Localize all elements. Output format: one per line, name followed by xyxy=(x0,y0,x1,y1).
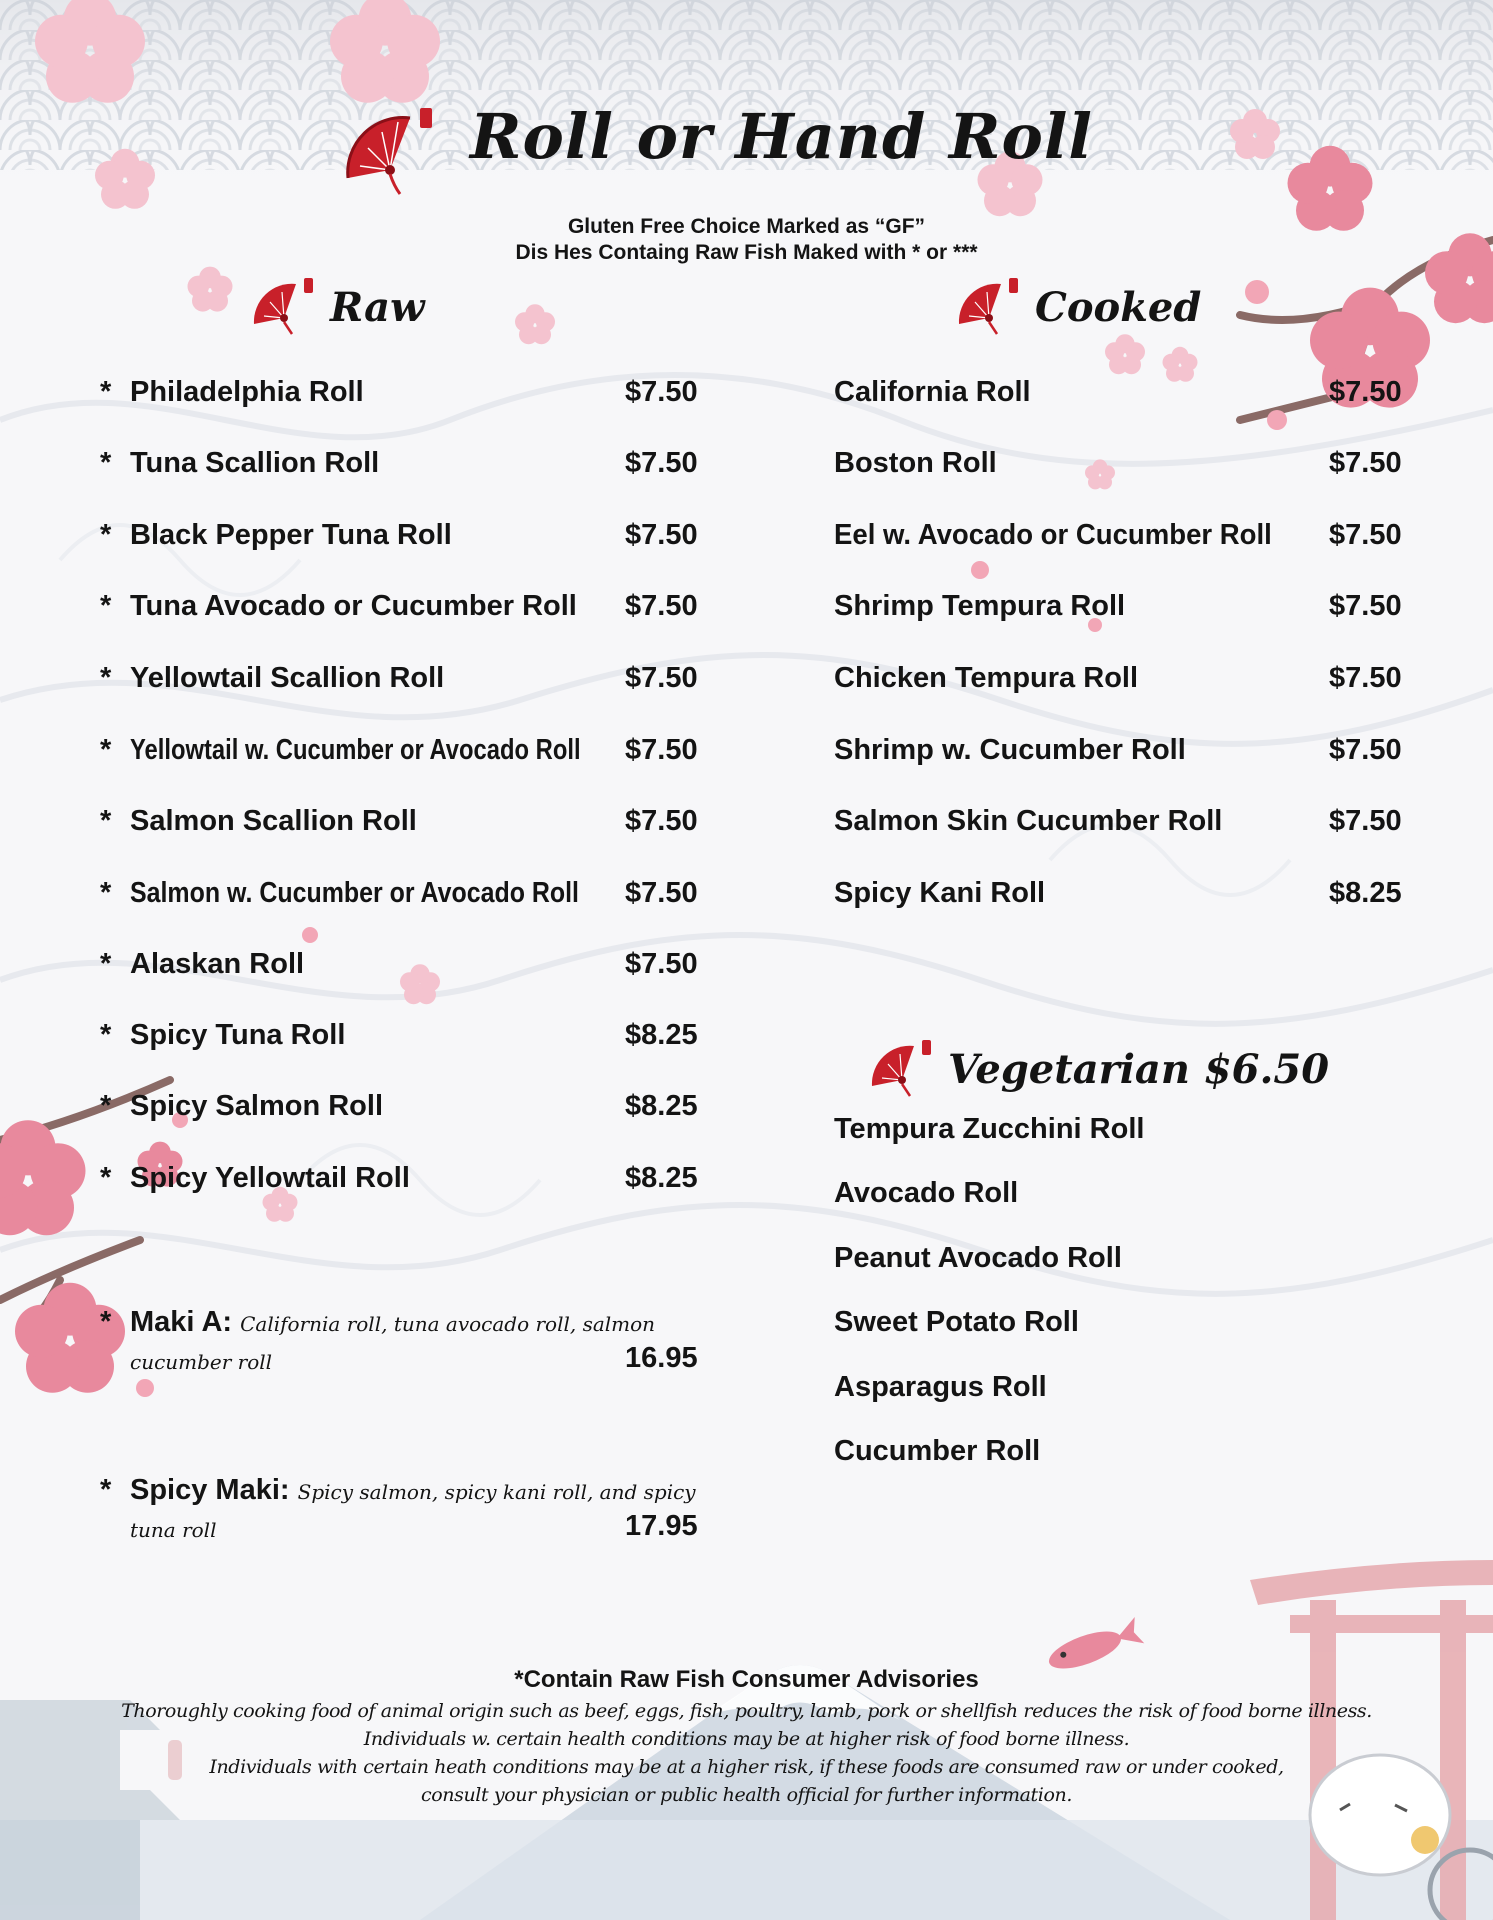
item-price: $7.50 xyxy=(625,519,698,551)
page-title: Roll or Hand Roll xyxy=(470,100,1093,173)
item-name: Yellowtail w. Cucumber or Avocado Roll xyxy=(130,734,581,766)
combo-price: 17.95 xyxy=(625,1510,698,1542)
item-name: Salmon Scallion Roll xyxy=(130,805,417,837)
advisory-line: consult your physician or public health official for further information. xyxy=(421,1784,1072,1806)
menu-item: Eel w. Avocado or Cucumber Roll xyxy=(834,519,1272,551)
item-price: $8.25 xyxy=(625,1090,698,1122)
item-price: $7.50 xyxy=(1329,662,1402,694)
cooked-section-header xyxy=(955,278,1201,336)
item-name: Spicy Salmon Roll xyxy=(130,1090,383,1122)
item-name: Salmon w. Cucumber or Avocado Roll xyxy=(130,877,579,909)
menu-item: Shrimp w. Cucumber Roll xyxy=(834,734,1186,766)
vegetarian-section-title: Vegetarian $6.50 xyxy=(948,1045,1330,1093)
raw-section-header xyxy=(250,278,425,336)
menu-item: Salmon Skin Cucumber Roll xyxy=(834,805,1223,837)
advisory-line: Thoroughly cooking food of animal origin such as beef, eggs, fish, poultry, lamb, pork or shellfish reduces the risk of food borne illness. xyxy=(121,1700,1372,1722)
combo-name: Spicy Maki: xyxy=(130,1474,290,1506)
raw-section-title: Raw xyxy=(330,283,425,331)
menu-item: Spicy Kani Roll xyxy=(834,877,1046,909)
combo-price: 16.95 xyxy=(625,1342,698,1374)
menu-item: California Roll xyxy=(834,376,1031,408)
menu-item: Peanut Avocado Roll xyxy=(834,1242,1122,1274)
item-name: Tuna Scallion Roll xyxy=(130,447,380,479)
menu-item: Tempura Zucchini Roll xyxy=(834,1113,1145,1145)
item-name: Tuna Avocado or Cucumber Roll xyxy=(130,590,577,622)
menu-item: Sweet Potato Roll xyxy=(834,1306,1079,1338)
item-price: $8.25 xyxy=(1329,877,1402,909)
item-name: Black Pepper Tuna Roll xyxy=(130,519,452,551)
combo-description-line: tuna roll xyxy=(130,1518,217,1542)
item-price: $7.50 xyxy=(1329,519,1402,551)
menu-item: Shrimp Tempura Roll xyxy=(834,590,1126,622)
item-name: Spicy Yellowtail Roll xyxy=(130,1162,410,1194)
header xyxy=(340,100,1093,210)
advisory-line: Individuals w. certain health conditions may be at higher risk of food borne illness. xyxy=(363,1728,1130,1750)
fan-icon xyxy=(340,108,440,198)
item-name: Alaskan Roll xyxy=(130,948,305,980)
combo-description: Spicy salmon, spicy kani roll, and spicy xyxy=(297,1480,696,1504)
item-price: $7.50 xyxy=(625,805,698,837)
combo-description: California roll, tuna avocado roll, salmon xyxy=(240,1312,656,1336)
item-name: Philadelphia Roll xyxy=(130,376,364,408)
item-price: $7.50 xyxy=(625,662,698,694)
item-price: $7.50 xyxy=(1329,590,1402,622)
menu-item: Avocado Roll xyxy=(834,1177,1019,1209)
advisory-text xyxy=(0,1697,1493,1809)
item-price: $7.50 xyxy=(625,376,698,408)
combo-description-line: cucumber roll xyxy=(130,1350,273,1374)
fan-icon xyxy=(868,1040,934,1098)
item-price: $8.25 xyxy=(625,1162,698,1194)
item-name: Spicy Tuna Roll xyxy=(130,1019,346,1051)
item-price: $7.50 xyxy=(625,590,698,622)
raw-fish-note: Dis Hes Containg Raw Fish Maked with * or *** xyxy=(515,241,978,264)
item-name: Yellowtail Scallion Roll xyxy=(130,662,445,694)
item-price: $7.50 xyxy=(625,734,698,766)
vegetarian-section-header xyxy=(868,1040,1329,1098)
item-price: $7.50 xyxy=(625,447,698,479)
menu-item: Asparagus Roll xyxy=(834,1371,1047,1403)
item-price: $7.50 xyxy=(1329,734,1402,766)
fan-icon xyxy=(250,278,316,336)
advisory-title: *Contain Raw Fish Consumer Advisories xyxy=(514,1666,979,1693)
item-price: $7.50 xyxy=(625,948,698,980)
cooked-section-title: Cooked xyxy=(1035,283,1202,331)
menu-item: Cucumber Roll xyxy=(834,1435,1041,1467)
item-price: $8.25 xyxy=(625,1019,698,1051)
fan-icon xyxy=(955,278,1021,336)
menu-item: Chicken Tempura Roll xyxy=(834,662,1139,694)
item-price: $7.50 xyxy=(1329,376,1402,408)
item-price: $7.50 xyxy=(1329,447,1402,479)
combo-name: Maki A: xyxy=(130,1306,233,1338)
gluten-free-note: Gluten Free Choice Marked as “GF” xyxy=(567,215,926,238)
advisory-line: Individuals with certain heath conditions may be at a higher risk, if these foods are consumed raw or under cooked, xyxy=(209,1756,1284,1778)
item-price: $7.50 xyxy=(1329,805,1402,837)
item-price: $7.50 xyxy=(625,877,698,909)
menu-item: Boston Roll xyxy=(834,447,997,479)
